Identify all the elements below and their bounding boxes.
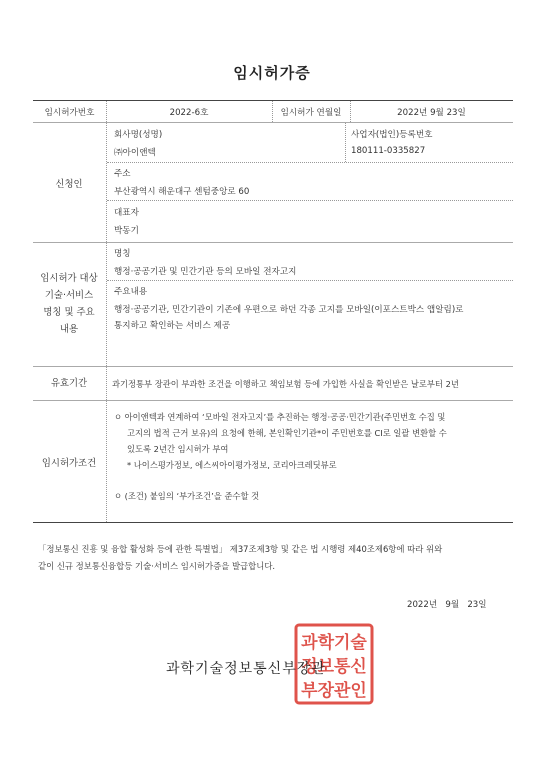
seal-line-2: 정보통신: [301, 657, 367, 677]
condition-1-note: * 나이스평가정보, 에스씨아이평가정보, 코리아크레딧뷰로: [127, 460, 337, 470]
service-label-3: 명칭 및 주요: [43, 307, 95, 318]
permit-date-label: 임시허가 연월일: [280, 108, 342, 118]
validity-label: 유효기간: [50, 378, 88, 389]
service-label-1: 임시허가 대상: [40, 273, 98, 284]
page-title: 임시허가증: [233, 64, 311, 82]
representative-label: 대표자: [114, 208, 139, 218]
address-label: 주소: [114, 169, 131, 179]
inner-divider: [107, 162, 513, 163]
applicant-label: 신청인: [55, 179, 83, 190]
service-content-line-1: 행정·공공기관, 민간기관이 기존에 우편으로 하던 각종 고지를 모바일(이포스트박스 앱알림)로: [114, 305, 464, 315]
seal-line-3: 부장관인: [301, 681, 367, 701]
validity-text: 과기정통부 장관이 부과한 조건을 이행하고 책임보험 등에 가입한 사실을 확인받은 날로부터 2년: [112, 379, 459, 389]
table-top-border: [33, 100, 513, 101]
condition-1-line-2: 고지의 법적 근거 보유)의 요청에 한해, 본인확인기관*이 주민번호를 CI로 일괄 변환할 수: [127, 428, 447, 438]
service-content-line-2: 통지하고 확인하는 서비스 제공: [114, 321, 231, 331]
inner-divider: [107, 200, 513, 201]
row-divider: [33, 122, 513, 123]
statement-line-2: 같이 신규 정보통신융합등 기술·서비스 임시허가증을 발급합니다.: [38, 561, 276, 571]
company-label: 회사명(성명): [114, 130, 163, 140]
registration-number: 180111-0335827: [351, 146, 426, 156]
permit-date-value: 2022년 9월 23일: [397, 108, 466, 118]
condition-1-line-1: ㅇ 아이앤텍과 연계하여 ‘모바일 전자고지’를 추진하는 행정·공공·민간기관(주민번호 수집 및: [114, 412, 446, 422]
representative-name: 박동기: [114, 226, 139, 236]
row-divider: [33, 400, 513, 401]
condition-1-line-3: 있도록 2년간 임시허가 부여: [127, 444, 229, 454]
conditions-label: 임시허가조건: [41, 458, 97, 469]
service-label-2: 기술·서비스: [44, 290, 94, 301]
registration-label: 사업자(법인)등록번호: [351, 130, 433, 140]
statement-line-1: 「정보통신 진흥 및 융합 활성화 등에 관한 특별법」 제37조제3항 및 같은 법 시행령 제40조제6항에 따라 위와: [38, 544, 443, 554]
service-name: 행정·공공기관 및 민간기관 등의 모바일 전자고지: [114, 267, 297, 277]
company-name: ㈜아이앤텍: [114, 148, 156, 158]
row-divider: [33, 366, 513, 367]
seal-line-1: 과학기술: [301, 633, 367, 653]
service-label-4: 내용: [59, 324, 79, 335]
service-name-label: 명칭: [114, 249, 131, 259]
issue-date: 2022년 9월 23일: [407, 600, 487, 610]
address-value: 부산광역시 해운대구 센텀중앙로 60: [114, 187, 250, 197]
permit-number-label: 임시허가번호: [44, 108, 95, 118]
inner-divider: [107, 280, 513, 281]
label-column-divider: [106, 101, 107, 522]
condition-2: ㅇ (조건) 붙임의 ‘부가조건’을 준수할 것: [114, 491, 260, 501]
table-bottom-border: [33, 522, 513, 523]
applicant-divider: [345, 123, 346, 162]
issuer-name: 과학기술정보통신부장관: [166, 661, 326, 677]
service-content-label: 주요내용: [114, 287, 148, 297]
row-divider: [33, 242, 513, 243]
permit-number-value: 2022-6호: [169, 108, 209, 118]
